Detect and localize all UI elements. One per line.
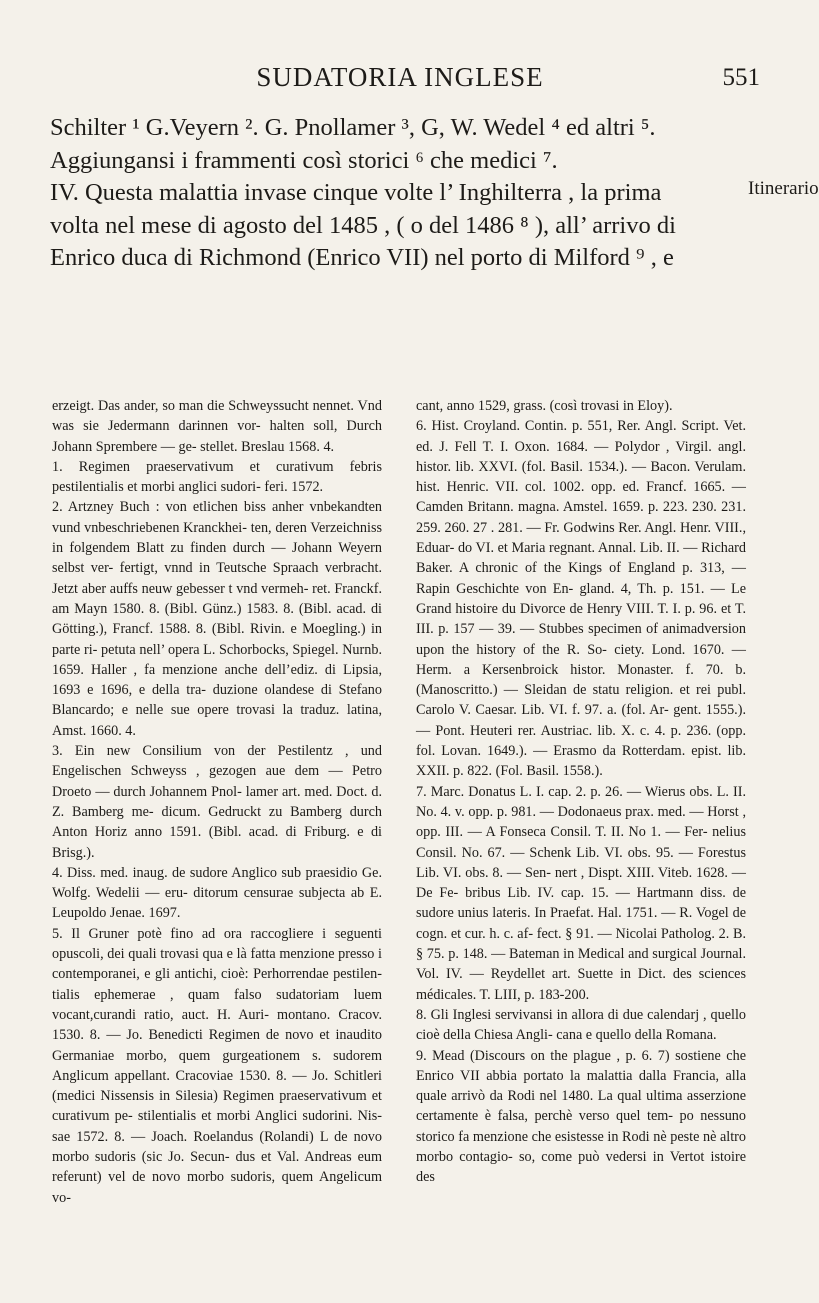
main-text-line: Schilter ¹ G.Veyern ². G. Pnollamer ³, G, W. Wedel ⁴ ed altri ⁵. [50, 114, 656, 141]
main-text-line: IV. Questa malattia invase cinque volte l’ Inghilterra , la prima [50, 179, 662, 206]
footnote: 8. Gli Inglesi servivansi in allora di due calendarj , quello cioè della Chiesa Angli- cana e quello della Romana. [416, 1006, 746, 1044]
running-title: SUDATORIA INGLESE [256, 62, 544, 92]
footnotes-left-column [52, 396, 382, 1208]
footnote: cant, anno 1529, grass. (così trovasi in Eloy). [416, 398, 673, 414]
main-text-line: volta nel mese di agosto del 1485 , ( o del 1486 ⁸ ), all’ arrivo di [50, 211, 676, 239]
footnote: 6. Hist. Croyland. Contin. p. 551, Rer. Angl. Script. Vet. ed. J. Fell T. I. Oxon. 1684. — Polydor , Virgil. angl. histor. lib. XXVI. (fol. Basil. 1534.). — Bacon. Verulam. hist. Henric. VII. col. 1002. opp. ed. Francf. 1665. — Camden Britann. magna. Amstel. 1659. p. 223. 230. 231. 259. 260. 27 . 281. — Fr. Godwins Rer. Angl. Henr. VIII., Eduar- do VI. et Maria regnant. Annal. Lib. II. — Richard Baker. A chronic of the Kings of England p. 313, — Rapin Geschichte von En- gland. 4, Th. p. 151. — Le Grand histoire du Divorce de Henry VIII. T. I. p. 96. et T. III. p. 157 — 39. — Stubbes specimen of animadversion upon the history of the R. So- ciety. Lond. 1670. — Herm. a Kersenbroick histor. Monaster. f. 70. b. (Manoscritto.) — Sleidan de statu religion. et rei publ. Carolo V. Caesar. Lib. VI. f. 97. a. (fol. Ar- gent. 1555.). — Pont. Heuteri rer. Austriac. lib. X. c. 4. p. 236. (opp. fol. Lovan. 1649.). — Erasmo da Rotterdam. epist. lib. XXII. p. 822. (Fol. Basil. 1558.). [416, 418, 746, 780]
footnote: 4. Diss. med. inaug. de sudore Anglico sub praesidio Ge. Wolfg. Wedelii — eru- ditorum censurae subjecta ab E. Leupoldo Jenae. 1697. [52, 864, 382, 922]
footnotes-right-column [416, 396, 746, 1188]
footnote: erzeigt. Das ander, so man die Schweyssucht nennet. Vnd was sie Jedermann darinnen vor- halten soll, Durch Johann Sprembere — ge- stellet. Breslau 1568. 4. [52, 398, 382, 455]
footnote: 2. Artzney Buch : von etlichen biss anher vnbekandten vund vnbeschriebenen Kranckhei- ten, deren Verzeichniss in folgendem Blatt zu finden durch — Johann Weyern selbst ver- fertigt, vnnd in Teutsche Spraach verbracht. Jetzt aber auffs neuw gebesser t vnd vermeh- ret. Franckf. am Mayn 1580. 8. (Bibl. Günz.) 1583. 8. (Bibl. acad. di Götting.), Francf. 1588. 8. (Bibl. Rivin. e Moegling.) in parte ri- petuta nell’ opera L. Schorbocks, Spiegel. Nurnb. 1659. Haller , fa menzione anche dell’ediz. di Lipsia, 1693 e 1696, e della tra- duzione olandese di Stefano Blancardo; e nelle sue opere trovasi la traduz. latina, Amst. 1660. 4. [52, 499, 382, 739]
main-text-line: Aggiungansi i frammenti così storici ⁶ che medici ⁷. [50, 146, 558, 174]
footnote: 7. Marc. Donatus L. I. cap. 2. p. 26. — Wierus obs. L. II. No. 4. v. opp. p. 981. — Dodonaeus prax. med. — Horst , opp. III. — A Fonseca Consil. T. II. No 1. — Fer- nelius Consil. No. 67. — Schenk Lib. VI. obs. 95. — Forestus Lib. VI. obs. 8. — Sen- nert , Dispt. XIII. Viteb. 1628. — De Fe- bribus Lib. IV. cap. 15. — Hartmann diss. de sudore unius lateris. In Praefat. Hal. 1751. — R. Vogel de cogn. et cur. h. c. af- fect. § 91. — Nicolai Patholog. 2. B. § 75. p. 148. — Bateman in Medical and surgical Journal. Vol. IV. — Reydellet art. Suette in Dict. des sciences médicales. T. LIII, p. 183-200. [416, 783, 746, 1003]
main-text-line: Enrico duca di Richmond (Enrico VII) nel porto di Milford ⁹ , e [50, 244, 674, 271]
footnote: 1. Regimen praeservativum et curativum febris pestilentialis et morbi anglici sudori- feri. 1572. [52, 458, 382, 496]
page-number: 551 [722, 64, 760, 91]
page-header [0, 62, 800, 102]
footnote: 3. Ein new Consilium von der Pestilentz , und Engelischen Schweyss , gezogen aue dem — Petro Droeto — durch Johannem Pnol- lamer art. med. Doct. d. Z. Bamberg me- dicum. Gedruckt zu Bamberg durch Anton Horiz anno 1591. (Bibl. acad. di Friburg. e di Brisg.). [52, 743, 382, 861]
footnote: 9. Mead (Discours on the plague , p. 6. 7) sostiene che Enrico VII abbia portato la malattia dalla Francia, alla quale arrivò da Rodi nel 1480. La qual ultima asserzione certamente è falsa, perchè verso quel tem- po nessuno storico fa menzione che esistesse in Rodi nè peste nè altro morbo contagio- so, come può vedersi in Vertot istoire des [416, 1047, 746, 1186]
margin-note: Itinerario [748, 178, 819, 199]
footnote: 5. Il Gruner potè fino ad ora raccogliere i seguenti opuscoli, dei quali trovasi qua e là fatta menzione presso i contemporanei, e gli antichi, cioè: Perhorrendae pestilen- tialis ephemerae , quam falso sudatoriam luem vocant,curandi ratio, auct. H. Auri- montano. Cracov. 1530. 8. — Jo. Benedicti Regimen de novo et inaudito Germaniae morbo, quem gurgeationem s. sudorem Anglicum appellant. Cracoviae 1530. 8. — Jo. Schitleri (medici Nissensis in Silesia) Regimen praeservativum et curativum pe- stilentialis et morbi Anglici sudorini. Nis- sae 1572. 8. — Joach. Roelandus (Rolandi) L de novo morbo sudoris (sic Jo. Secun- dus et Val. Andreas eum referunt) vel de novo morbo sudoris, quem Angelicum vo- [52, 925, 382, 1206]
main-text [50, 112, 748, 275]
